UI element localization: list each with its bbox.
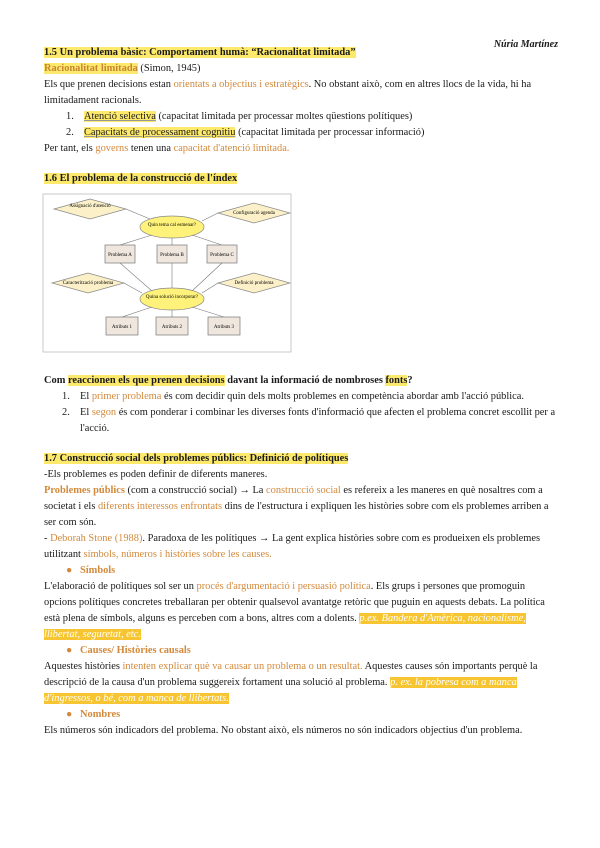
list-item: 1. Atenció selectiva (capacitat limitada per processar moltes qüestions polítiques) — [66, 111, 413, 122]
index-construction-diagram — [42, 193, 292, 353]
bullet-symbols: ● Símbols — [44, 563, 559, 579]
svg-text:Problema C: Problema C — [210, 253, 234, 258]
svg-text:Quina solució incorporar?: Quina solució incorporar? — [145, 295, 199, 300]
svg-text:Problema A: Problema A — [108, 253, 132, 258]
problem-box — [207, 245, 237, 263]
causes-paragraph: Aquestes històries intenten explicar què va causar un problema o un resultat. Aquestes causes són importants perquè la descripció de la causa d'un problema suggereix fortament una solució al problema. p. ex. la pobresa com a manca d'ingressos, o bé, com a manca de llibertats. — [44, 661, 538, 704]
section-1-7-title: 1.7 Construcció social dels problemes públics: Definició de polítiques — [44, 453, 349, 464]
bullet-dot-icon: ● — [66, 565, 73, 576]
governments-paragraph: Per tant, els governs tenen una capacitat d'atenció limitada. — [44, 143, 290, 154]
decision-makers-question: Com reaccionen els que prenen decisions davant la informació de nombroses fonts? — [44, 375, 413, 386]
svg-text:Problema B: Problema B — [160, 253, 184, 258]
svg-text:Definició problema: Definició problema — [234, 281, 274, 286]
solution-box — [156, 317, 188, 335]
svg-text:Atributs 1: Atributs 1 — [111, 325, 133, 330]
problem-box — [105, 245, 135, 263]
numbers-paragraph: Els números són indicadors del problema. No obstant això, els números no són indicadors objectius d'un problema. — [44, 725, 523, 736]
deborah-stone-paragraph: - Deborah Stone (1988). Paradoxa de les polítiques → La gent explica històries sobre com es produeixen els problemes utilitzant símbols, números i històries sobre les causes. — [44, 533, 541, 560]
section-1-5-title: 1.5 Un problema bàsic: Comportament humà: “Racionalitat limitada” — [44, 47, 356, 58]
section-1-6-title: 1.6 El problema de la construcció de l'índex — [44, 173, 238, 184]
problem-box — [157, 245, 187, 263]
symbols-paragraph: L'elaboració de polítiques sol ser un procés d'argumentació i persuasió política. Els grups i persones que promoguin opcions polítiques concretes treballaran per obtenir qualsevol avantatge retòric que puguin en aquests debats. La política està plena de símbols, alguns es perceben com a bons, altres com a dolents. p.ex. Bandera d'Amèrica, nacionalisme, llibertat, seguretat, etc. — [44, 581, 545, 640]
public-problems-paragraph: Problemes públics (com a construcció social) → La construcció social es refereix a les maneres en què nosaltres com a societat i els diferents interessos enfrontats dins de l'estructura i expliquen les històries sobre com els problemes arriben a ser com són. — [44, 485, 549, 528]
svg-text:Atributs 3: Atributs 3 — [213, 325, 235, 330]
bullet-causes: ● Causes/ Històries causals — [44, 643, 559, 659]
diamond-label: Assignació d'atenció — [69, 204, 111, 209]
solution-box — [208, 317, 240, 335]
bullet-dot-icon: ● — [66, 709, 73, 720]
list-item: 2. Capacitats de processament cognitiu (capacitat limitada per processar informació) — [66, 127, 425, 138]
document-body — [44, 45, 559, 739]
rationality-list — [44, 109, 559, 141]
diamond-label: Configuració agenda — [233, 211, 275, 216]
list-item: 1. El primer problema és com decidir quin dels molts problemes en competència abordar amb l'acció pública. — [62, 391, 524, 402]
solution-box — [106, 317, 138, 335]
svg-text:Atributs 2: Atributs 2 — [161, 325, 183, 330]
decision-makers-paragraph: Els que prenen decisions estan orientats a objectius i estratègics. No obstant això, com en altres llocs de la vida, hi ha limitadament racionals. — [44, 79, 532, 106]
author-name: Núria Martínez — [493, 39, 558, 50]
list-item: 2. El segon és com ponderar i combinar les diverses fonts d'informació que afecten el problema concret escollit per a l'acció. — [62, 407, 556, 434]
problems-list — [44, 389, 559, 437]
which-issue-ellipse — [140, 216, 204, 238]
bounded-rationality-line: Racionalitat limitada (Simon, 1945) — [44, 63, 201, 74]
svg-text:Caracterització problema: Caracterització problema — [62, 281, 114, 286]
svg-text:Quin tema cal esmenar?: Quin tema cal esmenar? — [147, 223, 197, 228]
which-solution-ellipse — [140, 288, 204, 310]
bullet-numbers: ● Nombres — [44, 707, 559, 723]
intro-line: -Els problemes es poden definir de diferents maneres. — [44, 469, 268, 480]
bullet-dot-icon: ● — [66, 645, 73, 656]
